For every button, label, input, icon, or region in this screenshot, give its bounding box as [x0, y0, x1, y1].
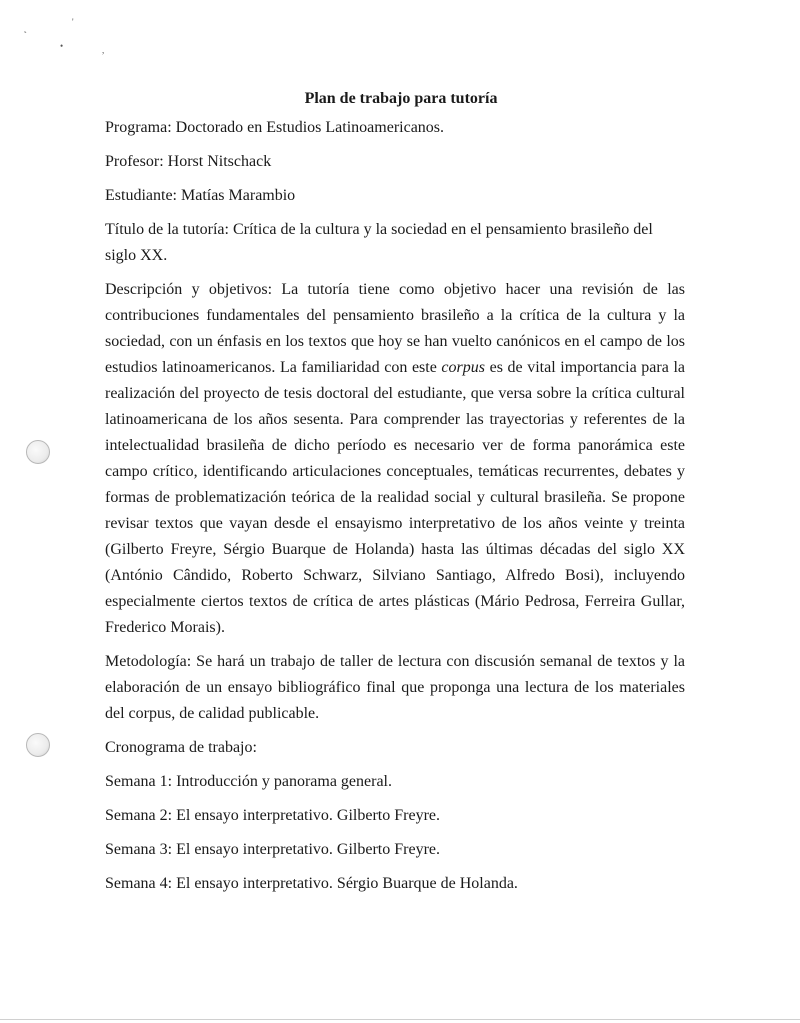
cronograma-label: Cronograma de trabajo:	[105, 739, 257, 756]
scan-speck: ,	[102, 45, 105, 55]
titulo-tutoria-paragraph: Título de la tutoría: Crítica de la cultura y la sociedad en el pensamiento brasileño del siglo XX.	[105, 221, 653, 264]
profesor-line: Profesor: Horst Nitschack	[105, 153, 272, 170]
document-title: Plan de trabajo para tutoría	[304, 90, 498, 107]
scan-speck: ˛	[24, 23, 27, 33]
semana-item: Semana 1: Introducción y panorama general.	[105, 773, 392, 790]
descripcion-text-continued: es de vital importancia para la realización del proyecto de tesis doctoral del estudiante, que versa sobre la crítica cultural latinoamericana de los años sesenta. Para comprender las trayectorias y referentes de la intelectualidad brasileña de dicho período es necesario ver de forma panorámica este campo crítico, identificando articulaciones conceptuales, temáticas recurrentes, debates y formas de problematización teórica de la realidad social y cultural brasileña. Se propone revisar textos que vayan desde el ensayismo interpretativo de los años veinte y treinta (Gilberto Freyre, Sérgio Buarque de Holanda) hasta las últimas décadas del siglo XX (António Cândido, Roberto Schwarz, Silviano Santiago, Alfredo Bosi), incluyendo especialmente ciertos textos de crítica de artes plásticas (Mário Pedrosa, Ferreira Gullar, Frederico Morais).	[105, 359, 685, 636]
estudiante-line: Estudiante: Matías Marambio	[105, 187, 296, 204]
scan-edge-line	[0, 1019, 800, 1020]
scan-speck: '	[72, 17, 74, 27]
semana-item: Semana 2: El ensayo interpretativo. Gilberto Freyre.	[105, 807, 441, 824]
scan-speck: •	[60, 41, 64, 51]
punch-hole	[26, 733, 50, 757]
semana-item: Semana 3: El ensayo interpretativo. Gilberto Freyre.	[105, 841, 441, 858]
descripcion-paragraph	[105, 277, 685, 641]
descripcion-text: Descripción y objetivos: La tutoría tiene como objetivo hacer una revisión de las contribuciones fundamentales del pensamiento brasileño a la crítica de la cultura y la sociedad, con un énfasis en los textos que hoy se han vuelto canónicos en el campo de los estudios latinoamericanos. La familiaridad con este	[105, 281, 685, 376]
semana-item: Semana 4: El ensayo interpretativo. Sérgio Buarque de Holanda.	[105, 875, 518, 892]
descripcion-italic-word: corpus	[441, 359, 485, 376]
punch-hole	[26, 440, 50, 464]
document-body	[105, 90, 685, 897]
metodologia-paragraph: Metodología: Se hará un trabajo de taller de lectura con discusión semanal de textos y la elaboración de un ensayo bibliográfico final que proponga una lectura de los materiales del corpus, de calidad publicable.	[105, 653, 685, 722]
programa-line: Programa: Doctorado en Estudios Latinoamericanos.	[105, 119, 445, 136]
